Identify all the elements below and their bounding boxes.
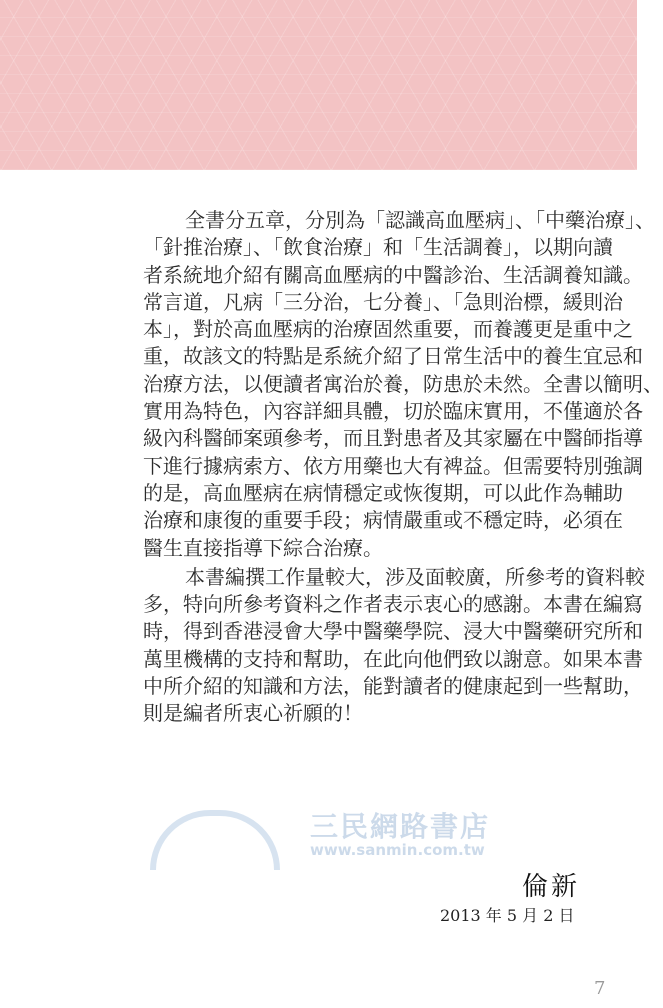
text-line: 萬里機構的支持和幫助，在此向他們致以謝意。如果本書 bbox=[143, 646, 643, 671]
text-line: 的是，高血壓病在病情穩定或恢復期，可以此作為輔助 bbox=[143, 480, 623, 505]
watermark-arc-icon bbox=[150, 810, 280, 870]
text-line: 實用為特色，內容詳細具體，切於臨床實用，不僅適於各 bbox=[143, 399, 643, 424]
decorative-pink-banner bbox=[0, 0, 637, 170]
watermark-title: 三民網路書店 bbox=[310, 810, 491, 843]
text-line: 時，得到香港浸會大學中醫藥學院、浸大中醫藥研究所和 bbox=[143, 619, 643, 644]
paragraph-2 bbox=[143, 564, 645, 728]
text-line: 全書分五章，分別為「認識高血壓病」、「中藥治療」、 bbox=[185, 208, 655, 232]
page-number: 7 bbox=[594, 978, 606, 999]
text-line: 級內科醫師案頭參考，而且對患者及其家屬在中醫師指導 bbox=[143, 426, 643, 451]
text-line: 下進行據病索方、依方用藥也大有裨益。但需要特別強調 bbox=[143, 453, 643, 478]
text-line: 本書編撰工作量較大，涉及面較廣，所參考的資料較 bbox=[185, 564, 645, 589]
text-line: 多，特向所參考資料之作者表示衷心的感謝。本書在編寫 bbox=[143, 592, 643, 617]
preface-body bbox=[143, 207, 663, 728]
text-line: 醫生直接指導下綜合治療。 bbox=[143, 535, 383, 560]
text-line: 常言道，凡病「三分治，七分養」、「急則治標，緩則治 bbox=[143, 289, 623, 314]
text-line: 者系統地介紹有關高血壓病的中醫診治、生活調養知識。 bbox=[143, 262, 643, 287]
paragraph-1 bbox=[143, 207, 663, 562]
text-line: 中所介紹的知識和方法，能對讀者的健康起到一些幫助， bbox=[143, 674, 643, 699]
author-signature: 倫新 bbox=[522, 872, 581, 902]
text-line: 治療方法，以便讀者寓治於養，防患於未然。全書以簡明、 bbox=[143, 371, 663, 396]
watermark-logo bbox=[150, 805, 490, 860]
text-line: 治療和康復的重要手段；病情嚴重或不穩定時，必須在 bbox=[143, 508, 623, 533]
text-line: 本」，對於高血壓病的治療固然重要，而養護更是重中之 bbox=[143, 317, 633, 342]
text-line: 重，故該文的特點是系統介紹了日常生活中的養生宜忌和 bbox=[143, 344, 643, 369]
date: 2013 年 5 月 2 日 bbox=[440, 906, 575, 925]
text-line: 則是編者所衷心祈願的！ bbox=[143, 701, 363, 726]
text-line: 「針推治療」、「飲食治療」和「生活調養」，以期向讀 bbox=[143, 235, 613, 260]
watermark-url: www.sanmin.com.tw bbox=[310, 841, 485, 859]
